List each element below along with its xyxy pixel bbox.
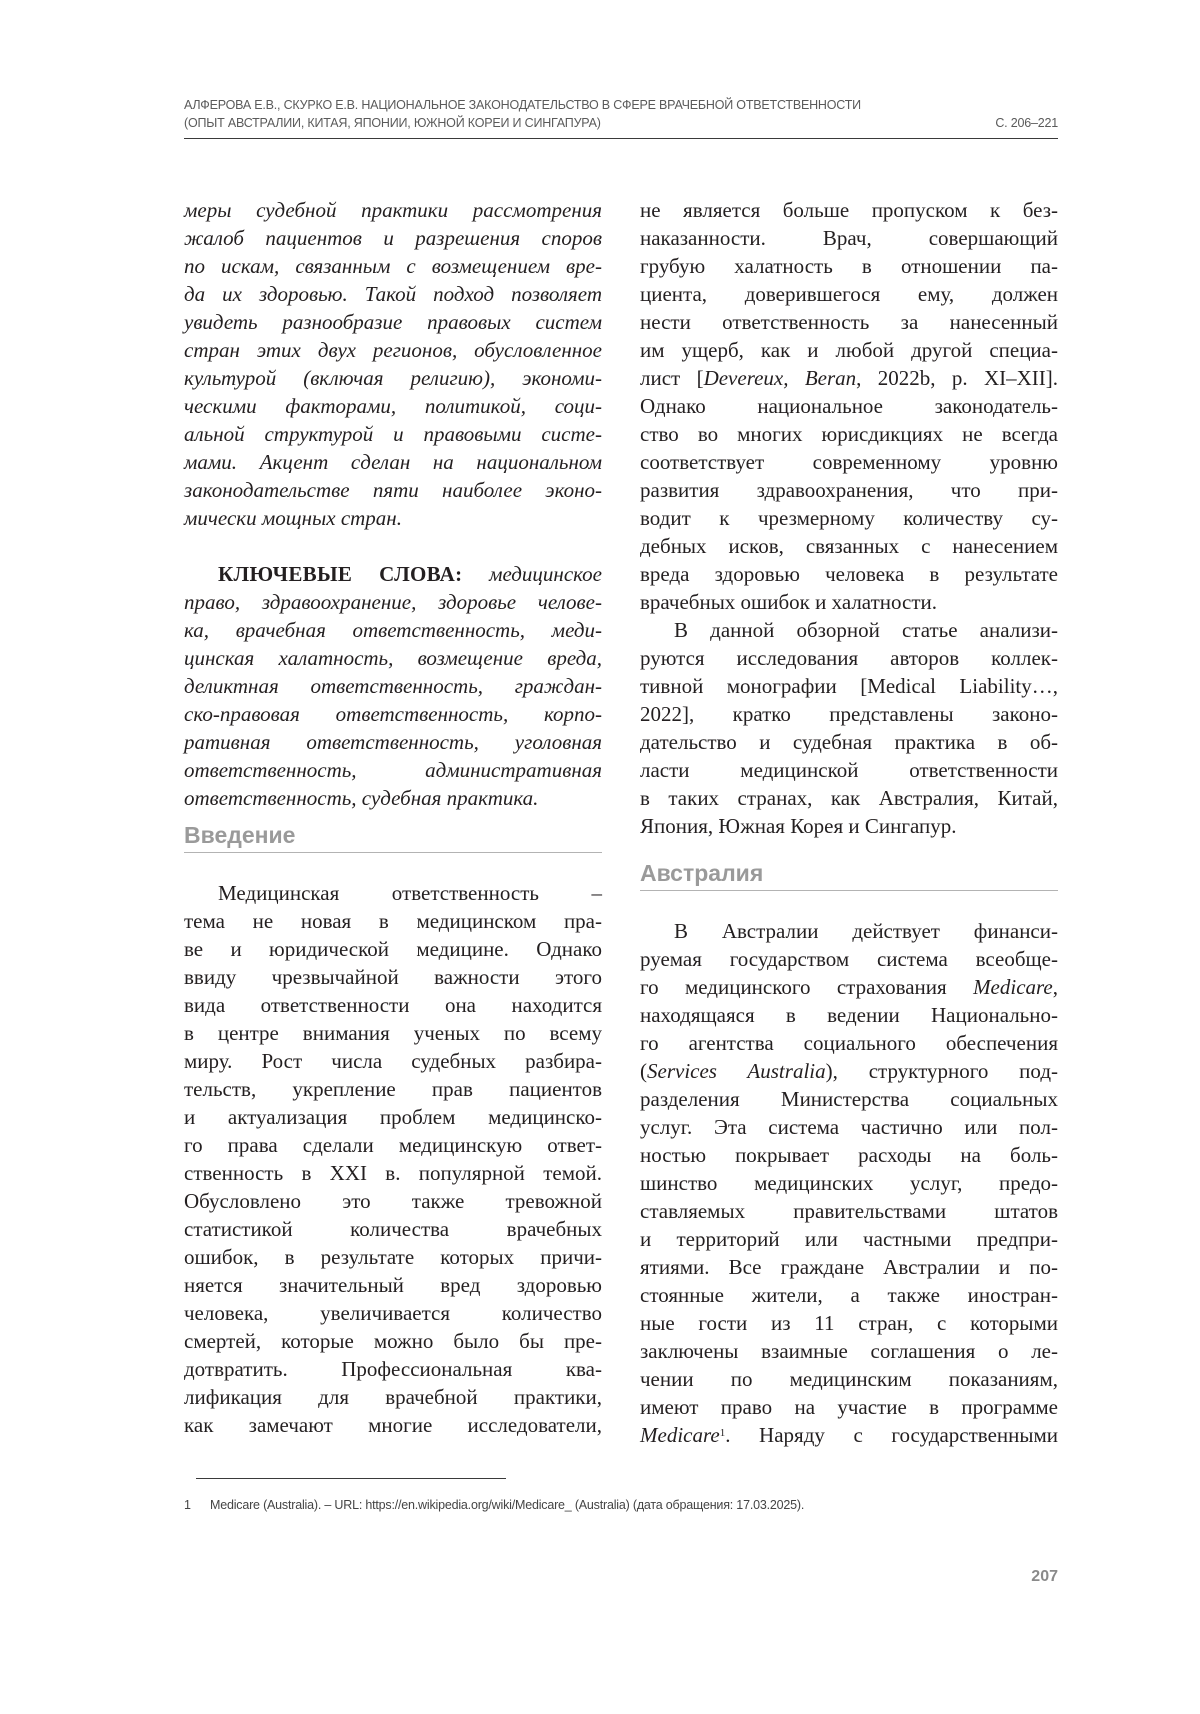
text-line: увидеть разнообразие правовых систем <box>184 310 602 334</box>
text-line: разделения Министерства социальных <box>640 1087 1058 1111</box>
text-line: Однако национальное законодатель- <box>640 394 1058 418</box>
section-heading-australia: Австралия <box>640 860 764 886</box>
text-line: ные гости из 11 стран, с которыми <box>640 1311 1058 1335</box>
text-line: ласти медицинской ответственности <box>640 758 1058 782</box>
text: го медицинского страхования <box>640 975 974 999</box>
text-line: и территорий или частными предпри- <box>640 1227 1058 1251</box>
text-line: шинство медицинских услуг, предо- <box>640 1171 1058 1195</box>
text-line: заключены взаимные соглашения о ле- <box>640 1339 1058 1363</box>
paragraph-text <box>640 392 1058 616</box>
text-line: вида ответственности она находится <box>184 993 602 1017</box>
page-number: 207 <box>1031 1568 1058 1585</box>
text-line: жалоб пациентов и разрешения споров <box>184 226 602 250</box>
text-line: ческими факторами, политикой, соци- <box>184 394 602 418</box>
text-line: ставляемых правительствами штатов <box>640 1199 1058 1223</box>
citation-authors: Devereux, Beran <box>703 366 857 390</box>
keywords-first: медицинское <box>489 562 602 586</box>
text-line: ка, врачебная ответственность, меди- <box>184 618 602 642</box>
text-line: го агентства социального обеспечения <box>640 1031 1058 1055</box>
left-column <box>184 196 602 1439</box>
text-line: культурой (включая религию), экономи- <box>184 366 602 390</box>
text-line: ство во многих юрисдикциях не всегда <box>640 422 1058 446</box>
introduction-text <box>184 879 602 1439</box>
spacer <box>184 532 602 560</box>
text-line: В Австралии действует финанси- <box>674 919 1058 943</box>
text-line: водит к чрезмерному количеству су- <box>640 506 1058 530</box>
text-line: в таких странах, как Австралия, Китай, <box>640 786 1058 810</box>
text-line: нести ответственность за нанесенный <box>640 310 1058 334</box>
citation-line <box>640 364 1058 392</box>
paragraph-text <box>640 616 1058 840</box>
text: . Наряду с государственными <box>725 1423 1058 1447</box>
text: , <box>1052 975 1058 999</box>
text-line: тивной монографии [Medical Liability…, <box>640 674 1058 698</box>
text-line: циента, доверившегося ему, должен <box>640 282 1058 306</box>
text-line: развития здравоохранения, что при- <box>640 478 1058 502</box>
text-line: смертей, которые можно было бы пре- <box>184 1329 602 1353</box>
italic-term: Medicare <box>640 1423 720 1447</box>
abstract-text <box>184 196 602 532</box>
text-line: ностью покрывает расходы на боль- <box>640 1143 1058 1167</box>
text-line: деликтная ответственность, граждан- <box>184 674 602 698</box>
footnote-number: 1 <box>184 1498 191 1512</box>
text-line: ве и юридической медицине. Однако <box>184 937 602 961</box>
text-line: 2022], кратко представлены законо- <box>640 702 1058 726</box>
text-line <box>640 973 1058 1001</box>
text-line: ятиями. Все граждане Австралии и по- <box>640 1255 1058 1279</box>
running-head-title-line2: (ОПЫТ АВСТРАЛИИ, КИТАЯ, ЯПОНИИ, ЮЖНОЙ КОРЕИ И СИНГАПУРА) <box>184 116 601 130</box>
running-head-pages: С. 206–221 <box>995 116 1058 130</box>
text-line: руемая государством система всеобще- <box>640 947 1058 971</box>
section-rule <box>184 852 602 853</box>
text: лист [ <box>640 366 704 390</box>
text-line: дательство и судебная практика в об- <box>640 730 1058 754</box>
text-line <box>640 1057 1058 1085</box>
keywords-first-line <box>184 560 602 588</box>
running-head-title-line1: АЛФЕРОВА Е.В., СКУРКО Е.В. НАЦИОНАЛЬНОЕ ЗАКОНОДАТЕЛЬСТВО В СФЕРЕ ВРАЧЕБНОЙ ОТВЕТСТВЕННОСТИ <box>184 98 861 112</box>
text-line: мами. Акцент сделан на национальном <box>184 450 602 474</box>
text: , 2022b, p. XI–XII]. <box>856 366 1059 390</box>
text-line: Обусловлено это также тревожной <box>184 1189 602 1213</box>
text-line: соответствует современному уровню <box>640 450 1058 474</box>
text-line: грубую халатность в отношении па- <box>640 254 1058 278</box>
text-line: стоянные жители, а также иностран- <box>640 1283 1058 1307</box>
text-line: статистикой количества врачебных <box>184 1217 602 1241</box>
text: ( <box>640 1059 647 1083</box>
text-line: им ущерб, как и любой другой специа- <box>640 338 1058 362</box>
italic-term: Medicare <box>973 975 1053 999</box>
text-line: в центре внимания ученых по всему <box>184 1021 602 1045</box>
right-column <box>640 196 1058 1449</box>
text-line: право, здравоохранение, здоровье челове- <box>184 590 602 614</box>
text-line: врачебных ошибок и халатности. <box>640 590 938 614</box>
text-line: цинская халатность, возмещение вреда, <box>184 646 602 670</box>
text-line: и актуализация проблем медицинско- <box>184 1105 602 1129</box>
text-line: В данной обзорной статье анализи- <box>674 618 1058 642</box>
text-line: лификация для врачебной практики, <box>184 1385 602 1409</box>
section-heading-introduction: Введение <box>184 822 296 848</box>
text-line: наказанности. Врач, совершающий <box>640 226 1058 250</box>
header-rule <box>184 138 1058 139</box>
text-line: руются исследования авторов коллек- <box>640 646 1058 670</box>
text-line: ративная ответственность, уголовная <box>184 730 602 754</box>
footnote <box>184 1498 804 1512</box>
text-line: как замечают многие исследователи, <box>184 1413 602 1437</box>
keywords-list <box>184 588 602 812</box>
text-line: человека, увеличивается количество <box>184 1301 602 1325</box>
text-line: Япония, Южная Корея и Сингапур. <box>640 814 957 838</box>
text-line: вреда здоровью человека в результате <box>640 562 1058 586</box>
text-line: законодательстве пяти наиболее эконо- <box>184 478 602 502</box>
keywords <box>184 560 602 812</box>
text-line: ошибок, в результате которых причи- <box>184 1245 602 1269</box>
text-line: меры судебной практики рассмотрения <box>184 198 602 222</box>
text-line: ско-правовая ответственность, корпо- <box>184 702 602 726</box>
text-line: мически мощных стран. <box>184 506 402 530</box>
text-line: ответственность, административная <box>184 758 602 782</box>
text-line: альной структурой и правовыми систе- <box>184 422 602 446</box>
footnote-ref[interactable]: 1 <box>719 1427 726 1439</box>
australia-text <box>640 1085 1058 1421</box>
footnote-rule <box>196 1478 506 1479</box>
paragraph-text <box>640 196 1058 364</box>
section-rule <box>640 890 1058 891</box>
running-head <box>184 96 1058 132</box>
text-line: няется значительный вред здоровью <box>184 1273 602 1297</box>
text-line: тема не новая в медицинском пра- <box>184 909 602 933</box>
text-line: ввиду чрезвычайной важности этого <box>184 965 602 989</box>
footnote-text: Medicare (Australia). – URL: https://en.wikipedia.org/wiki/Medicare_ (Australia) (дата обращения: 17.03.2025). <box>210 1498 805 1512</box>
text-line: услуг. Эта система частично или пол- <box>640 1115 1058 1139</box>
text-line: ответственность, судебная практика. <box>184 786 539 810</box>
text-line <box>640 1421 1058 1449</box>
text-line: Медицинская ответственность – <box>218 881 602 905</box>
text-line: стран этих двух регионов, обусловленное <box>184 338 602 362</box>
text-line: да их здоровью. Такой подход позволяет <box>184 282 602 306</box>
text-line: миру. Рост числа судебных разбира- <box>184 1049 602 1073</box>
keywords-label: КЛЮЧЕВЫЕ СЛОВА: <box>218 562 463 586</box>
text-line: тельств, укрепление прав пациентов <box>184 1077 602 1101</box>
text-line: имеют право на участие в программе <box>640 1395 1058 1419</box>
text-line: дотвратить. Профессиональная ква- <box>184 1357 602 1381</box>
text-line: не является больше пропуском к без- <box>640 198 1058 222</box>
text-line: по искам, связанным с возмещением вре- <box>184 254 602 278</box>
italic-term: Services Australia <box>647 1059 826 1083</box>
text-line: чении по медицинским показаниям, <box>640 1367 1058 1391</box>
text-line: го права сделали медицинскую ответ- <box>184 1133 602 1157</box>
text-line: ственность в XXI в. популярной темой. <box>184 1161 602 1185</box>
text-line: находящаяся в ведении Национально- <box>640 1003 1058 1027</box>
text: ), структурного под- <box>825 1059 1058 1083</box>
text-line: дебных исков, связанных с нанесением <box>640 534 1058 558</box>
